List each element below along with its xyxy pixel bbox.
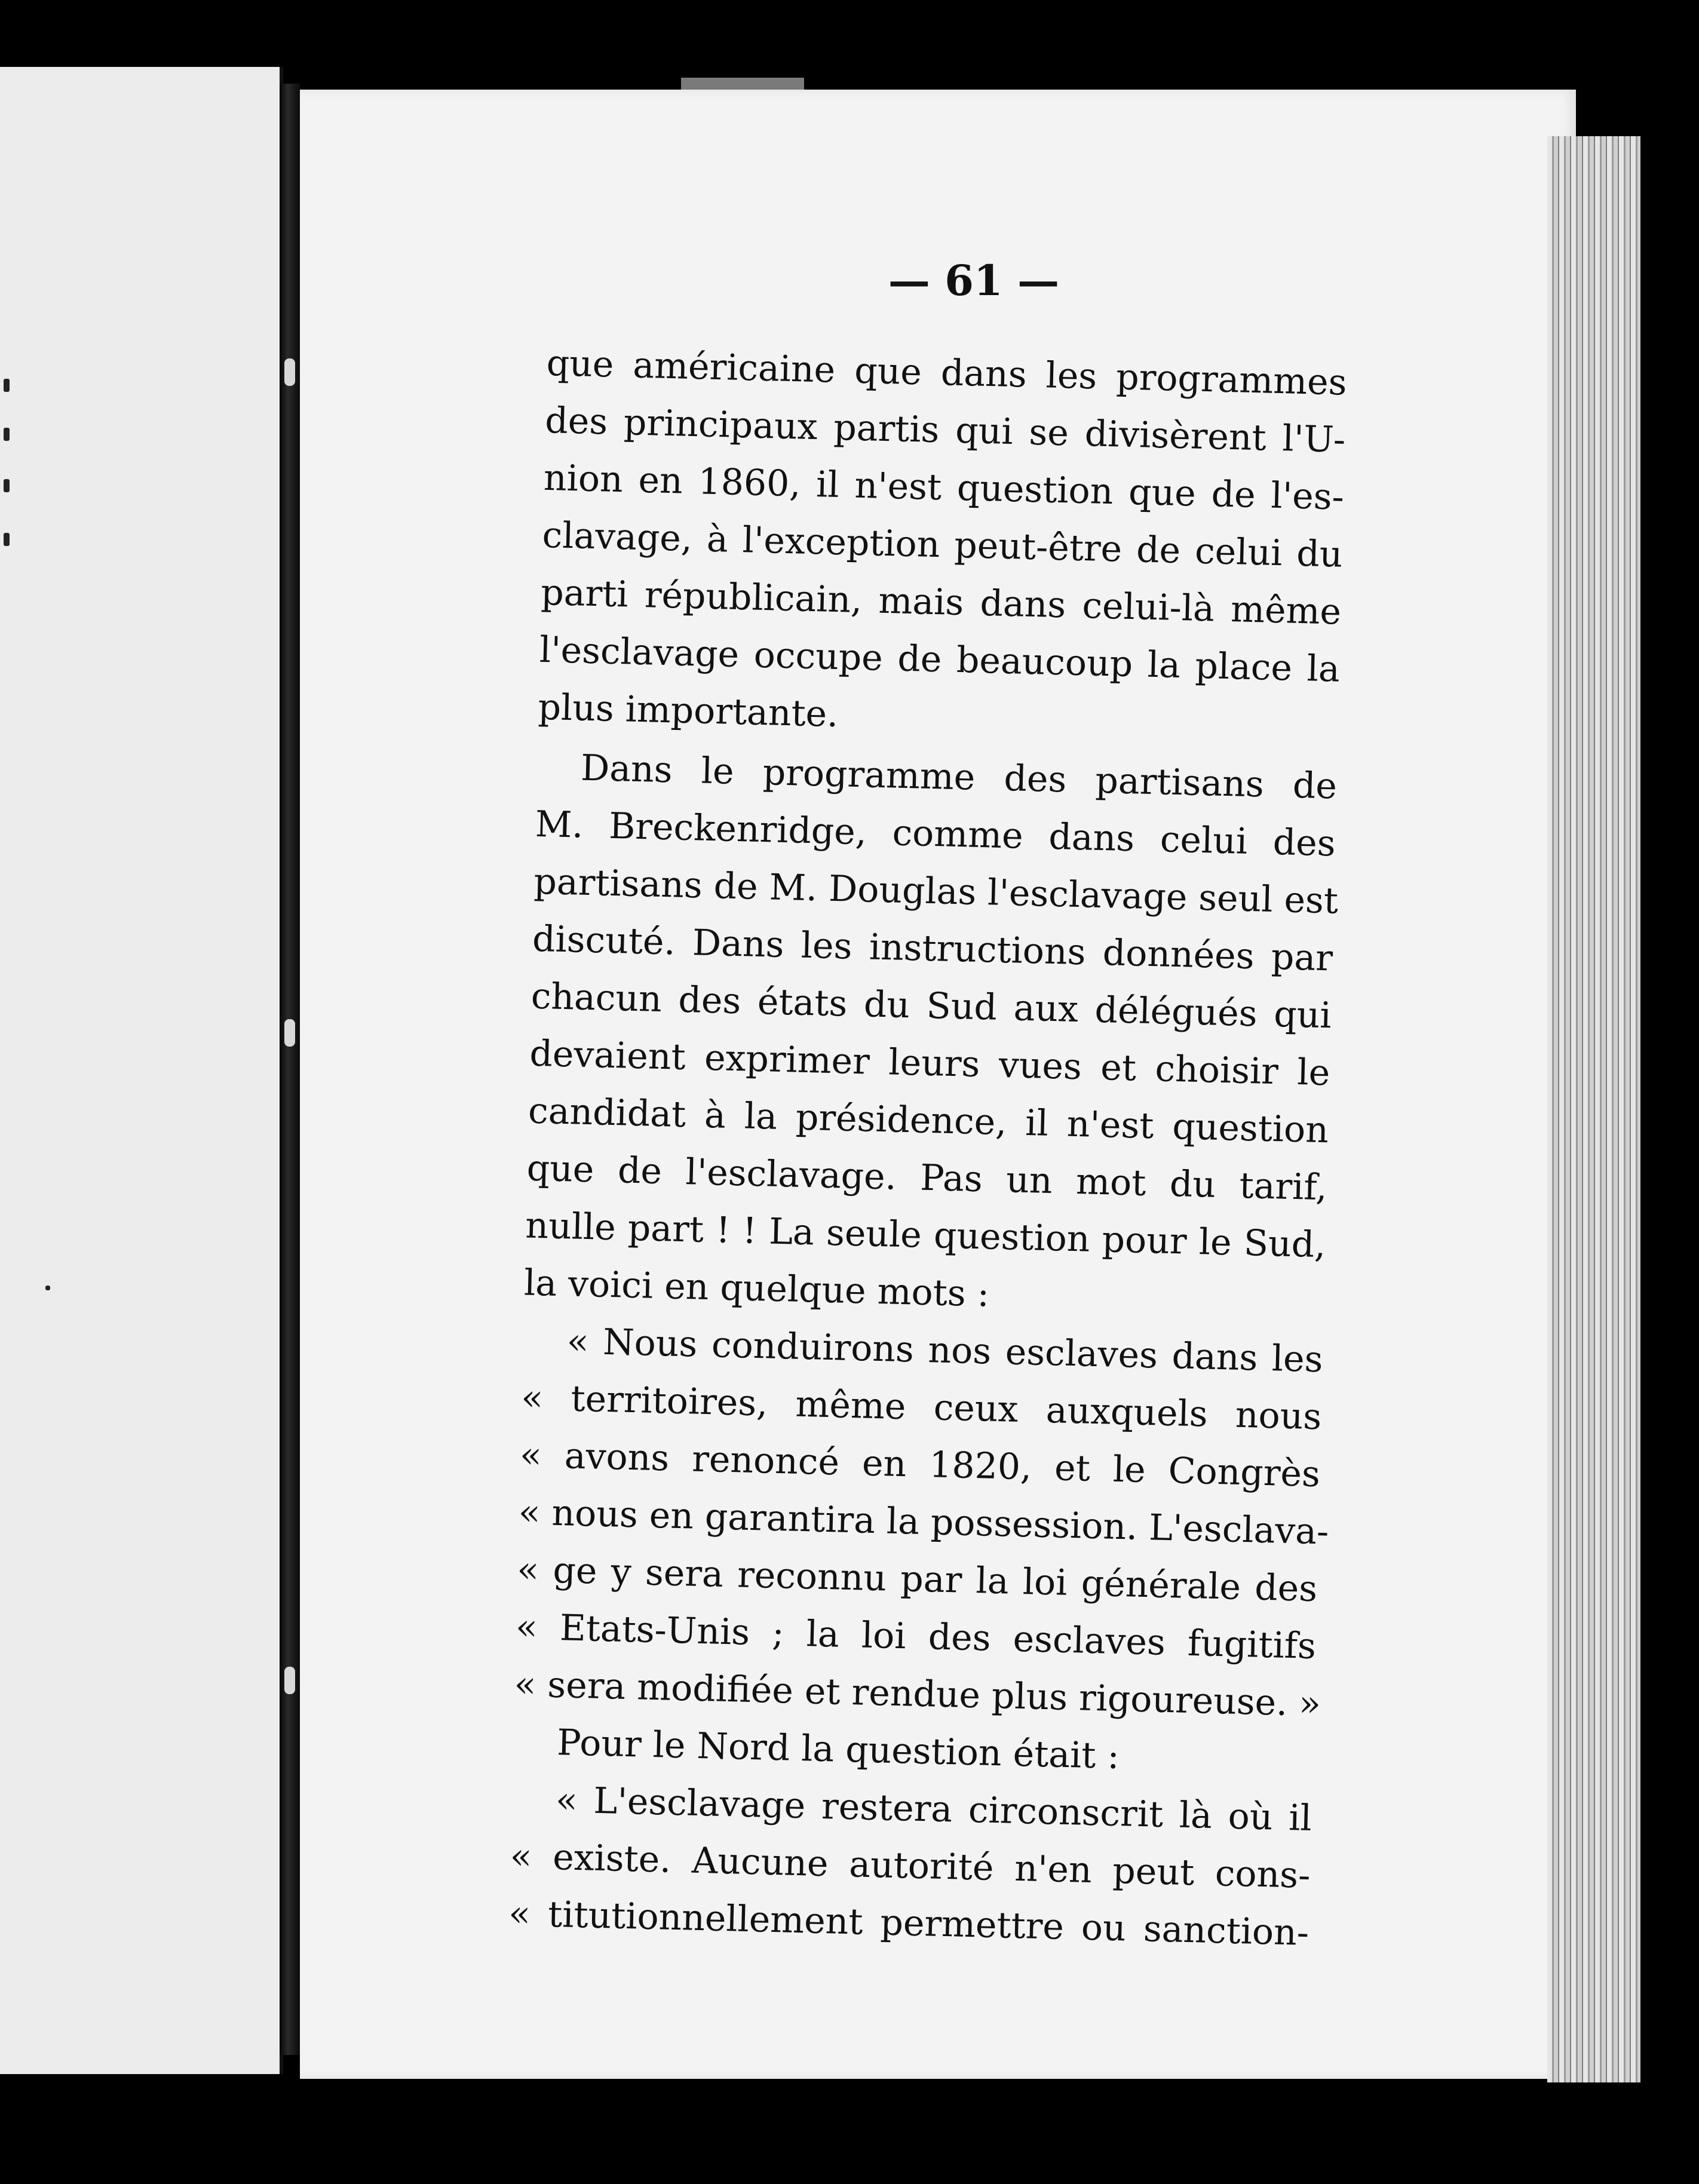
text-line: « Etats-Unis ; la loi des esclaves fugitifs xyxy=(515,1606,1317,1668)
text-line: « L'esclavage restera circonscrit là où il xyxy=(555,1779,1312,1839)
edge-mark xyxy=(4,479,10,492)
text-line: nulle part ! ! La seule question pour le Sud, xyxy=(525,1204,1327,1266)
binding-stitch xyxy=(284,1667,295,1694)
text-line: plus importante. xyxy=(537,686,839,736)
body-text xyxy=(508,335,1347,1962)
text-line: Pour le Nord la question était : xyxy=(556,1722,1120,1778)
edge-mark xyxy=(4,533,10,546)
binding-stitch xyxy=(284,358,295,386)
text-line: que américaine que dans les programmes xyxy=(545,342,1348,404)
text-line: M. Breckenridge, comme dans celui des xyxy=(535,803,1336,865)
text-line: devaient exprimer leurs vues et choisir le xyxy=(529,1032,1331,1094)
text-line: chacun des états du Sud aux délégués qui xyxy=(530,975,1332,1037)
text-line: « avons renoncé en 1820, et le Congrès xyxy=(519,1434,1321,1496)
text-line: « territoires, même ceux auxquels nous xyxy=(520,1376,1322,1438)
text-line: partisans de M. Douglas l'esclavage seul est xyxy=(533,860,1339,922)
text-line: « existe. Aucune autorité n'en peut cons- xyxy=(509,1835,1311,1897)
page-number: — 61 — xyxy=(888,256,1060,305)
text-line: que de l'esclavage. Pas un mot du tarif, xyxy=(526,1147,1328,1209)
left-page-margin xyxy=(0,67,283,2074)
text-line: « Nous conduirons nos esclaves dans les xyxy=(566,1320,1324,1381)
text-line: « titutionnellement permettre ou sanction- xyxy=(508,1892,1309,1954)
text-line: Dans le programme des partisans de xyxy=(580,747,1338,808)
text-line: des principaux partis qui se divisèrent l'U- xyxy=(544,399,1346,461)
edge-mark xyxy=(45,1286,50,1290)
text-line: parti républicain, mais dans celui-là même xyxy=(540,571,1342,633)
book-gutter xyxy=(280,84,300,2055)
text-line: nion en 1860, il n'est question que de l'es- xyxy=(543,456,1345,519)
text-line: « nous en garantira la possession. L'esclava- xyxy=(517,1491,1330,1553)
text-line: clavage, à l'exception peut-être de celui du xyxy=(541,514,1344,576)
text-line: l'esclavage occupe de beaucoup la place la xyxy=(539,628,1341,691)
binding-stitch xyxy=(284,1019,295,1047)
edge-mark xyxy=(4,428,10,441)
text-line: « ge y sera reconnu par la loi générale des xyxy=(516,1548,1318,1611)
text-line: la voici en quelque mots : xyxy=(523,1262,990,1315)
text-line: « sera modifiée et rendue plus rigoureuse. » xyxy=(513,1663,1321,1725)
text-line: discuté. Dans les instructions données par xyxy=(532,918,1333,980)
page-edges xyxy=(1547,136,1640,2082)
edge-mark xyxy=(4,379,10,392)
text-line: candidat à la présidence, il n'est question xyxy=(528,1090,1329,1152)
